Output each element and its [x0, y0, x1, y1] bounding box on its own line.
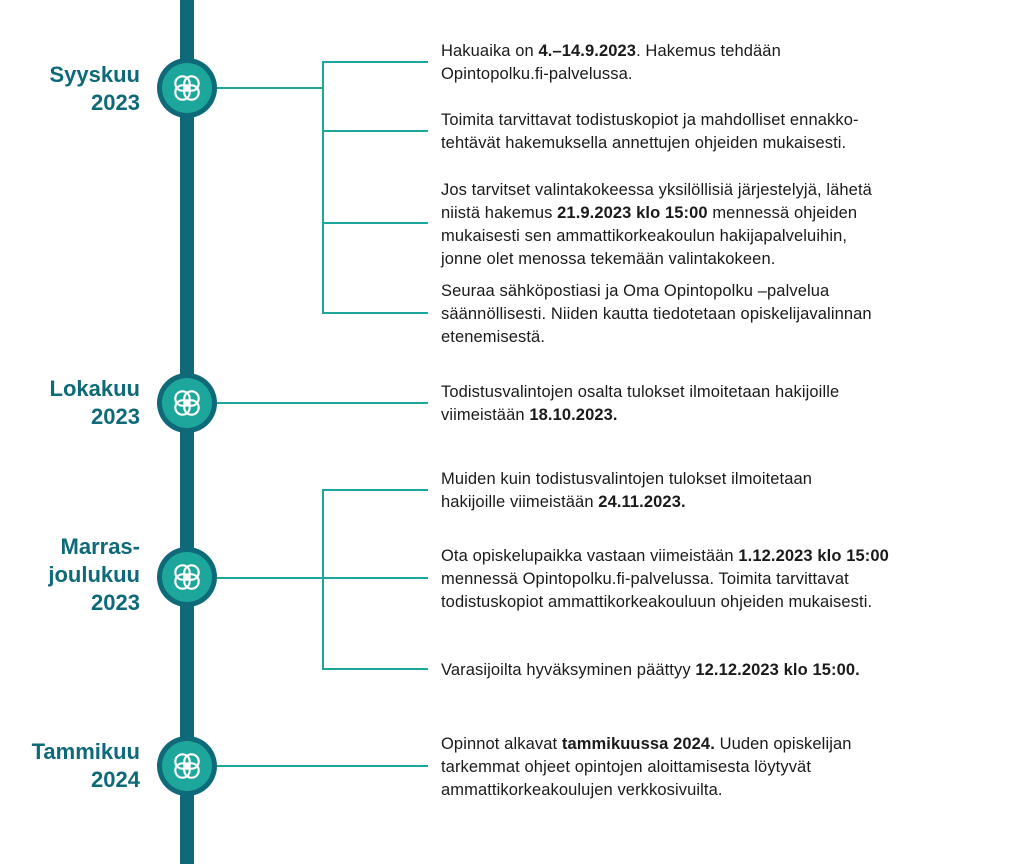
- timeline-entry: [441, 179, 1001, 271]
- entry-run: . Hakemus tehdään: [636, 42, 781, 60]
- entry-run: todistuskopiot ammattikorkeakouluun ohjeiden mukaisesti.: [441, 593, 873, 611]
- connector-tammikuu: [217, 765, 428, 767]
- timeline-entry: [441, 468, 1001, 514]
- entry-run: Opintopolku.fi-palvelussa.: [441, 65, 633, 83]
- milestone-node-lokakuu: [157, 373, 217, 433]
- entry-highlight: 1.12.2023 klo 15:00: [738, 547, 889, 565]
- entry-text: [441, 381, 1001, 427]
- milestone-node-marras-joulukuu: [157, 547, 217, 607]
- milestone-node-syyskuu: [157, 58, 217, 118]
- connector-entry-7: [322, 577, 428, 579]
- timeline-entry: [441, 280, 1001, 349]
- entry-run: Jos tarvitset valintakokeessa yksilöllisiä järjestelyjä, lähetä: [441, 181, 872, 199]
- connector-entry-8: [322, 668, 428, 670]
- entry-text: [441, 468, 1001, 514]
- connector-marras-joulukuu-branch: [322, 489, 324, 670]
- entry-run: hakijoille viimeistään: [441, 493, 599, 511]
- interlocking-rings-icon: [169, 559, 205, 595]
- entry-run: Varasijoilta hyväksyminen päättyy: [441, 661, 696, 679]
- entry-run: Ota opiskelupaikka vastaan viimeistään: [441, 547, 739, 565]
- entry-text: [441, 179, 1001, 271]
- timeline-entry: [441, 545, 1001, 614]
- connector-entry-2: [322, 130, 428, 132]
- entry-text: [441, 280, 1001, 349]
- entry-run: mennessä Opintopolku.fi-palvelussa. Toimita tarvittavat: [441, 570, 849, 588]
- entry-text: [441, 109, 1001, 155]
- entry-highlight: 12.12.2023 klo 15:00.: [695, 661, 860, 679]
- interlocking-rings-icon: [169, 385, 205, 421]
- entry-highlight: 21.9.2023 klo 15:00: [557, 204, 708, 222]
- entry-run: Hakuaika on: [441, 42, 539, 60]
- entry-run: mennessä ohjeiden: [707, 204, 858, 222]
- timeline-entry: [441, 733, 1001, 802]
- timeline-entry: [441, 109, 1001, 155]
- milestone-label-lokakuu: Lokakuu 2023: [49, 376, 140, 429]
- timeline-entry: [441, 381, 1001, 427]
- interlocking-rings-icon: [169, 748, 205, 784]
- timeline-entry: [441, 40, 1001, 86]
- entry-highlight: 18.10.2023.: [529, 406, 618, 424]
- entry-run: Uuden opiskelijan: [714, 735, 852, 753]
- entry-text: [441, 733, 1001, 802]
- entry-run: ammattikorkeakoulujen verkkosivuilta.: [441, 781, 723, 799]
- entry-run: tarkemmat ohjeet opintojen aloittamisesta löytyvät: [441, 758, 812, 776]
- entry-run: viimeistään: [441, 406, 530, 424]
- milestone-label-tammikuu: Tammikuu 2024: [31, 739, 140, 792]
- connector-entry-6: [322, 489, 428, 491]
- entry-highlight: tammikuussa 2024.: [561, 735, 715, 753]
- connector-syyskuu: [217, 87, 324, 89]
- connector-syyskuu-branch: [322, 61, 324, 314]
- entry-run: Todistusvalintojen osalta tulokset ilmoitetaan hakijoille: [441, 383, 840, 401]
- milestone-label-marras-joulukuu: Marras- joulukuu 2023: [48, 534, 140, 615]
- entry-run: Muiden kuin todistusvalintojen tulokset ilmoitetaan: [441, 470, 813, 488]
- entry-highlight: 24.11.2023.: [598, 493, 686, 511]
- entry-run: säännöllisesti. Niiden kautta tiedotetaan opiskelijavalinnan: [441, 305, 872, 323]
- interlocking-rings-icon: [169, 70, 205, 106]
- milestone-node-tammikuu: [157, 736, 217, 796]
- connector-entry-1: [322, 61, 428, 63]
- entry-run: tehtävät hakemuksella annettujen ohjeiden mukaisesti.: [441, 134, 847, 152]
- connector-lokakuu: [217, 402, 428, 404]
- entry-text: [441, 545, 1001, 614]
- entry-run: Opinnot alkavat: [441, 735, 562, 753]
- entry-run: etenemisestä.: [441, 328, 546, 346]
- entry-highlight: 4.–14.9.2023: [538, 42, 637, 60]
- connector-entry-4: [322, 312, 428, 314]
- milestone-label-syyskuu: Syyskuu 2023: [49, 62, 140, 115]
- entry-run: niistä hakemus: [441, 204, 558, 222]
- entry-run: Toimita tarvittavat todistuskopiot ja mahdolliset ennakko-: [441, 111, 859, 129]
- entry-run: mukaisesti sen ammattikorkeakoulun hakijapalveluihin,: [441, 227, 848, 245]
- entry-run: Seuraa sähköpostiasi ja Oma Opintopolku –palvelua: [441, 282, 830, 300]
- connector-marras-joulukuu: [217, 577, 324, 579]
- entry-run: jonne olet menossa tekemään valintakokeen.: [441, 250, 776, 268]
- entry-text: [441, 40, 1001, 86]
- connector-entry-3: [322, 222, 428, 224]
- timeline-entry: [441, 659, 1001, 682]
- entry-text: [441, 659, 1001, 682]
